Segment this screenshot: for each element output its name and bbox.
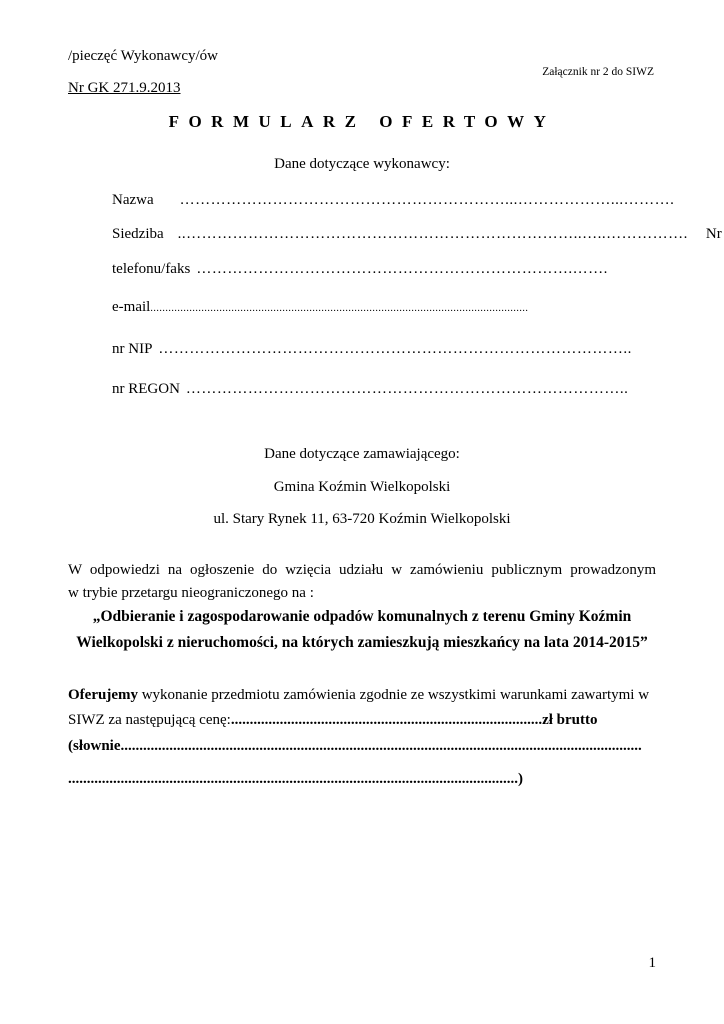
price-in-words-continuation[interactable]: [68, 768, 656, 791]
field-label: nr REGON: [112, 381, 180, 397]
field-label: Nazwa: [112, 192, 154, 208]
contractor-regon-field[interactable]: [112, 381, 629, 398]
tender-title-line-1: „Odbieranie i zagospodarowanie odpadów komunalnych z terenu Gminy Koźmin: [92, 608, 632, 625]
contractor-address-field[interactable]: [112, 226, 722, 243]
offer-statement: [68, 684, 656, 707]
contractor-phone-field[interactable]: [112, 261, 608, 278]
price-words-label: (słownie: [68, 738, 121, 754]
field-fill-line: ………………………………………………………………………………..: [158, 341, 632, 357]
field-fill-line: …………………………………………………………………………..: [185, 381, 629, 397]
field-fill-line: ……………………………………………………………….…….: [196, 261, 608, 277]
price-currency: zł brutto: [542, 712, 598, 728]
price-words-fill-line: ...........................................................................................................................................: [120, 738, 642, 754]
orderer-address: ul. Stary Rynek 11, 63-720 Koźmin Wielkopolski: [213, 511, 511, 527]
orderer-section-heading: Dane dotyczące zamawiającego:: [264, 446, 460, 462]
price-words-fill-line-2: ........................................................................................................................: [68, 771, 518, 787]
intro-line-2: w trybie przetargu nieograniczonego na :: [68, 585, 314, 601]
offer-keyword: Oferujemy: [68, 687, 138, 703]
offer-text: wykonanie przedmiotu zamówienia zgodnie ze wszystkimi warunkami zawartymi w: [137, 687, 650, 703]
page-number: 1: [648, 955, 656, 971]
field-fill-line: ………………………………………………………...………………...……….: [179, 192, 675, 208]
offer-price-line[interactable]: [68, 709, 656, 732]
field-tail-label: Nr: [705, 226, 722, 242]
orderer-name: Gmina Koźmin Wielkopolski: [273, 479, 451, 495]
contractor-name-field[interactable]: [112, 192, 675, 209]
field-label: Siedziba: [112, 226, 164, 242]
contractor-stamp-label: /pieczęć Wykonawcy/ów: [68, 48, 219, 64]
contractor-nip-field[interactable]: [112, 341, 632, 358]
price-in-words-line[interactable]: [68, 735, 656, 758]
price-fill-line: ...................................................................................: [230, 712, 543, 728]
contractor-email-field[interactable]: [112, 299, 616, 316]
field-fill-line: ..…………………………………………………………………..…..…………….: [177, 226, 688, 242]
tender-title-line-2: Wielkopolski z nieruchomości, na których zamieszkują mieszkańcy na lata 2014-2015”: [76, 634, 648, 651]
price-words-close: ): [518, 771, 523, 787]
intro-line-1: W odpowiedzi na ogłoszenie do wzięcia udziału w zamówieniu publicznym prowadzonym: [68, 562, 656, 578]
document-title: FORMULARZ OFERTOWY: [168, 112, 556, 131]
field-label: e-mail: [112, 299, 151, 315]
field-label: nr NIP: [112, 341, 153, 357]
contractor-section-heading: Dane dotyczące wykonawcy:: [274, 156, 450, 172]
attachment-label: Załącznik nr 2 do SIWZ: [542, 66, 654, 78]
field-label: telefonu/faks: [112, 261, 191, 277]
price-label: SIWZ za następującą cenę:: [68, 712, 231, 728]
field-fill-line: ..............................................................................................................................: [150, 303, 529, 314]
reference-number: Nr GK 271.9.2013: [68, 80, 181, 96]
